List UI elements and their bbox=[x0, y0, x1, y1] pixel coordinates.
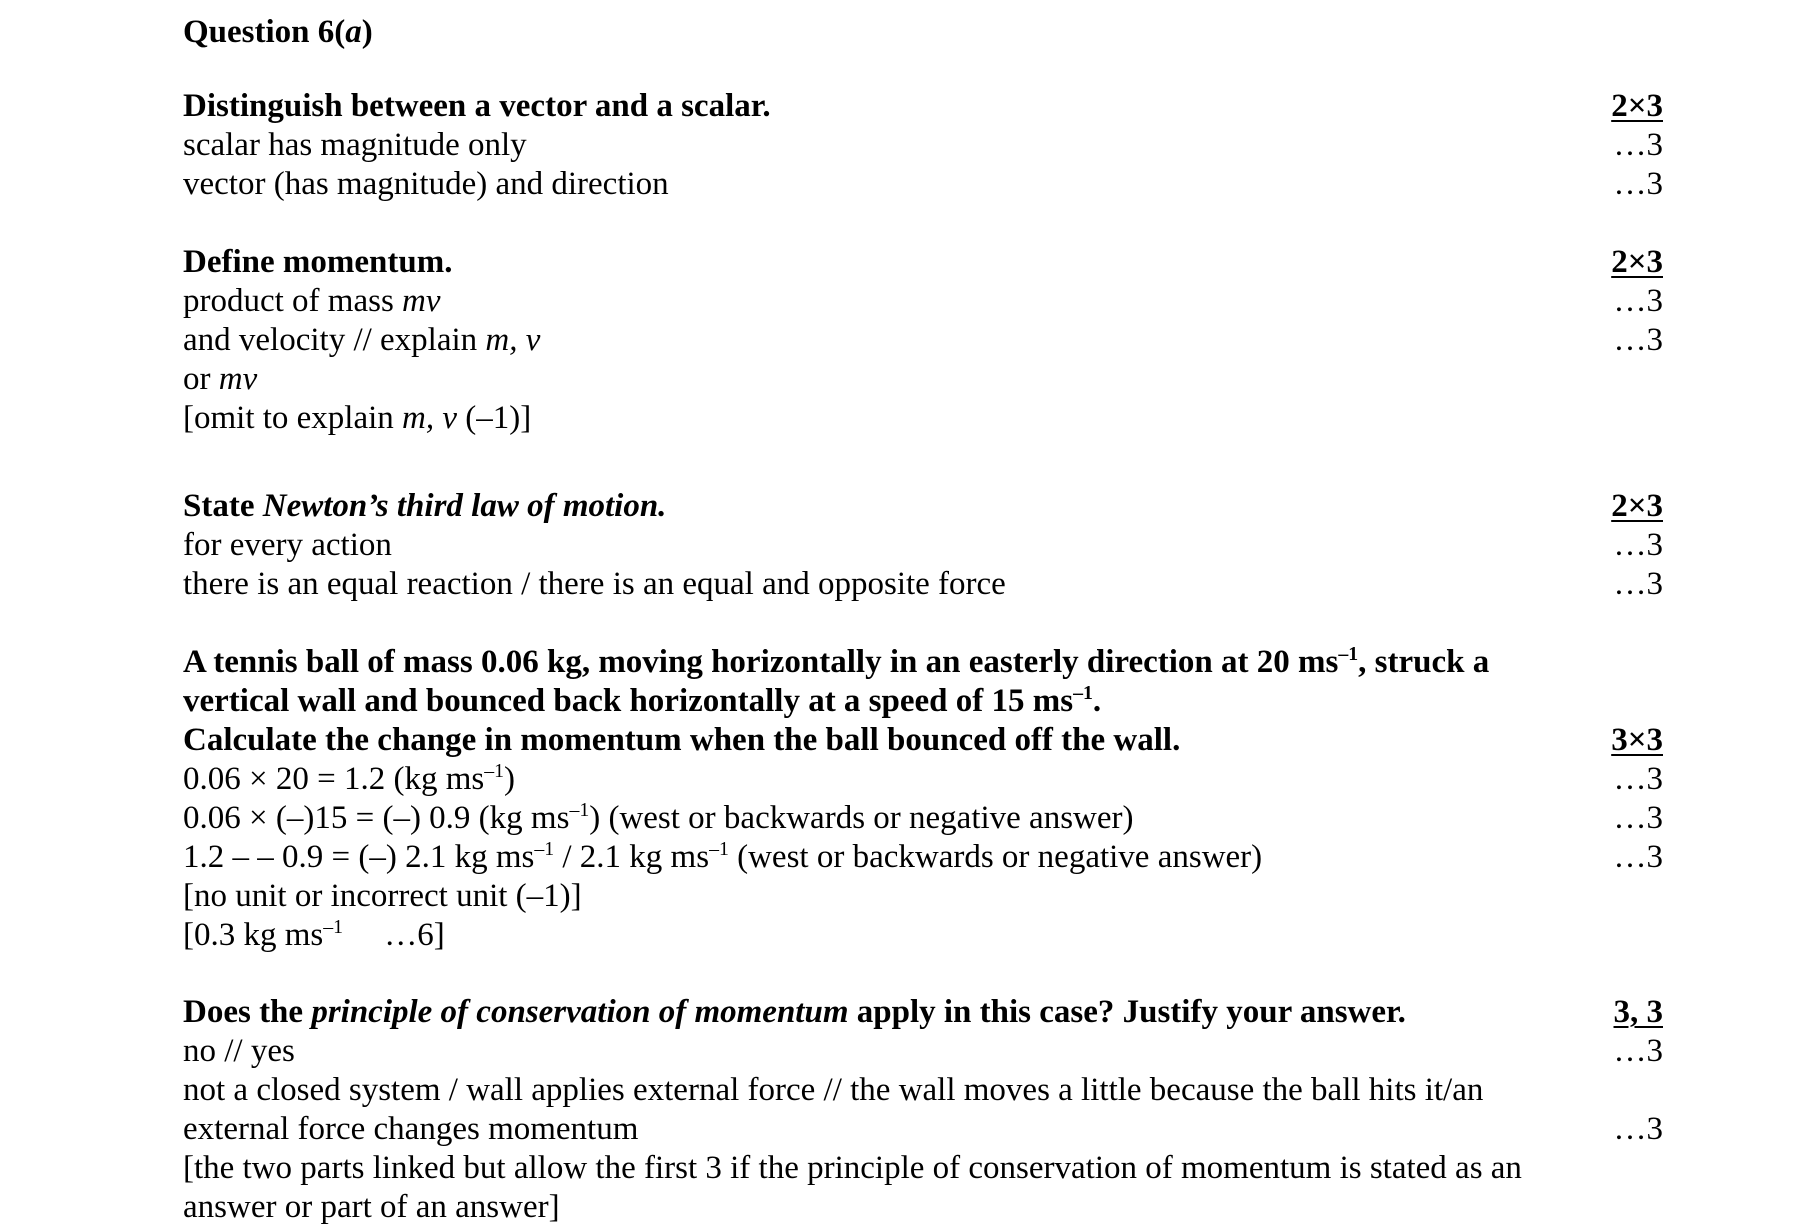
note-text-part: [omit to explain bbox=[183, 400, 403, 436]
prompt-part: , struck a bbox=[1358, 644, 1490, 680]
prompt-part: . bbox=[1092, 683, 1102, 719]
answer-text-part: 0.06 × (–)15 = (–) 0.9 (kg ms bbox=[183, 800, 570, 836]
prompt-part: A tennis ball of mass 0.06 kg, moving horizontally in an easterly direction at 20 ms bbox=[183, 644, 1339, 680]
section-newton-third-law bbox=[183, 487, 1663, 604]
answer-text-part: (west or backwards or negative answer) bbox=[728, 839, 1263, 875]
answer-note bbox=[183, 877, 1663, 916]
symbol-m-v: m, v bbox=[485, 322, 541, 358]
unit-exponent: –1 bbox=[569, 799, 590, 821]
note-text bbox=[183, 399, 531, 438]
section-prompt: Calculate the change in momentum when the ball bounced off the wall. bbox=[183, 722, 1181, 758]
note-text-part: …6] bbox=[343, 917, 445, 953]
answer-line bbox=[183, 1032, 1663, 1071]
mark-allocation: 2×3 bbox=[1611, 88, 1663, 124]
unit-exponent: –1 bbox=[484, 760, 505, 782]
answer-text: not a closed system / wall applies external force // the wall moves a little because the ball hits it/an bbox=[183, 1072, 1484, 1108]
mark-value: …3 bbox=[1613, 127, 1663, 163]
prompt-part: vertical wall and bounced back horizontally at a speed of 15 ms bbox=[183, 683, 1074, 719]
mark-value: …3 bbox=[1613, 761, 1663, 797]
mark-value: …3 bbox=[1613, 527, 1663, 563]
mark-value: …3 bbox=[1613, 800, 1663, 836]
section-prompt: Distinguish between a vector and a scalar. bbox=[183, 88, 771, 124]
answer-text: vector (has magnitude) and direction bbox=[183, 166, 669, 202]
mark-allocation: 2×3 bbox=[1611, 488, 1663, 524]
prompt-part: State bbox=[183, 488, 263, 524]
answer-note bbox=[183, 916, 1663, 955]
answer-text bbox=[183, 760, 515, 799]
answer-text bbox=[183, 799, 1134, 838]
unit-exponent: –1 bbox=[709, 838, 729, 860]
answer-text-part: / 2.1 kg ms bbox=[554, 839, 710, 875]
prompt-line bbox=[183, 721, 1663, 760]
answer-text: there is an equal reaction / there is an equal and opposite force bbox=[183, 566, 1006, 602]
unit-exponent: –1 bbox=[534, 838, 555, 860]
answer-note bbox=[183, 399, 1663, 438]
answer-text-part: 0.06 × 20 = 1.2 (kg ms bbox=[183, 761, 485, 797]
answer-line bbox=[183, 360, 1663, 399]
mark-value: …3 bbox=[1613, 566, 1663, 602]
mark-allocation: 3×3 bbox=[1611, 722, 1663, 758]
answer-text bbox=[183, 360, 257, 399]
unit-exponent: –1 bbox=[323, 916, 344, 938]
section-momentum-definition bbox=[183, 243, 1663, 438]
answer-line bbox=[183, 1071, 1663, 1110]
prompt-line bbox=[183, 87, 1663, 126]
question-title-prefix: Question 6( bbox=[183, 14, 346, 50]
answer-line bbox=[183, 565, 1663, 604]
question-title-part: a bbox=[345, 14, 362, 50]
prompt-line bbox=[183, 643, 1663, 682]
answer-text bbox=[183, 321, 540, 360]
answer-text-part: 1.2 – – 0.9 = (–) 2.1 kg ms bbox=[183, 839, 535, 875]
mark-value: …3 bbox=[1613, 1033, 1663, 1069]
answer-line bbox=[183, 165, 1663, 204]
prompt-italic: Newton’s third law of motion. bbox=[262, 488, 667, 524]
note-text: answer or part of an answer] bbox=[183, 1189, 560, 1225]
answer-text: for every action bbox=[183, 527, 392, 563]
prompt-line bbox=[183, 682, 1663, 721]
mark-allocation: 2×3 bbox=[1611, 244, 1663, 280]
mark-allocation: 3, 3 bbox=[1613, 994, 1663, 1030]
section-prompt bbox=[183, 487, 666, 526]
answer-line bbox=[183, 838, 1663, 877]
answer-line bbox=[183, 760, 1663, 799]
answer-text bbox=[183, 282, 441, 321]
answer-line bbox=[183, 1110, 1663, 1149]
section-prompt bbox=[183, 643, 1489, 682]
symbol-mv: mv bbox=[402, 283, 441, 319]
note-text-part: (–1)] bbox=[457, 400, 532, 436]
answer-text: no // yes bbox=[183, 1033, 295, 1069]
symbol-m-v: m, v bbox=[402, 400, 458, 436]
answer-line bbox=[183, 799, 1663, 838]
question-title-suffix: ) bbox=[361, 14, 373, 50]
mark-value: …3 bbox=[1613, 1111, 1663, 1147]
section-tennis-ball bbox=[183, 643, 1663, 955]
answer-text-part: ) bbox=[504, 761, 516, 797]
answer-text: external force changes momentum bbox=[183, 1111, 639, 1147]
answer-text-part: ) (west or backwards or negative answer) bbox=[589, 800, 1134, 836]
prompt-line bbox=[183, 487, 1663, 526]
section-vector-scalar bbox=[183, 87, 1663, 204]
prompt-line bbox=[183, 993, 1663, 1032]
answer-text: scalar has magnitude only bbox=[183, 127, 527, 163]
section-prompt bbox=[183, 682, 1101, 721]
answer-line bbox=[183, 126, 1663, 165]
note-text bbox=[183, 916, 445, 955]
mark-value: …3 bbox=[1613, 283, 1663, 319]
section-prompt: Define momentum. bbox=[183, 244, 453, 280]
answer-text-part: or bbox=[183, 361, 219, 397]
answer-line bbox=[183, 526, 1663, 565]
unit-exponent: –1 bbox=[1073, 682, 1093, 704]
note-text: [no unit or incorrect unit (–1)] bbox=[183, 878, 582, 914]
prompt-line bbox=[183, 243, 1663, 282]
note-text-part: [0.3 kg ms bbox=[183, 917, 324, 953]
answer-text-part: product of mass bbox=[183, 283, 403, 319]
section-conservation bbox=[183, 993, 1663, 1227]
question-title bbox=[183, 10, 373, 54]
prompt-part: Does the bbox=[183, 994, 312, 1030]
answer-text-part: and velocity // explain bbox=[183, 322, 486, 358]
unit-exponent: –1 bbox=[1338, 643, 1359, 665]
mark-value: …3 bbox=[1613, 166, 1663, 202]
answer-note bbox=[183, 1188, 1663, 1227]
prompt-italic: principle of conservation of momentum bbox=[311, 994, 849, 1030]
section-prompt bbox=[183, 993, 1406, 1032]
answer-line bbox=[183, 321, 1663, 360]
answer-note bbox=[183, 1149, 1663, 1188]
mark-value: …3 bbox=[1613, 839, 1663, 875]
mark-value: …3 bbox=[1613, 322, 1663, 358]
symbol-mv: mv bbox=[218, 361, 258, 397]
answer-line bbox=[183, 282, 1663, 321]
prompt-part: apply in this case? Justify your answer. bbox=[848, 994, 1406, 1030]
note-text: [the two parts linked but allow the first 3 if the principle of conservation of momentum is stated as an bbox=[183, 1150, 1522, 1186]
answer-text bbox=[183, 838, 1262, 877]
